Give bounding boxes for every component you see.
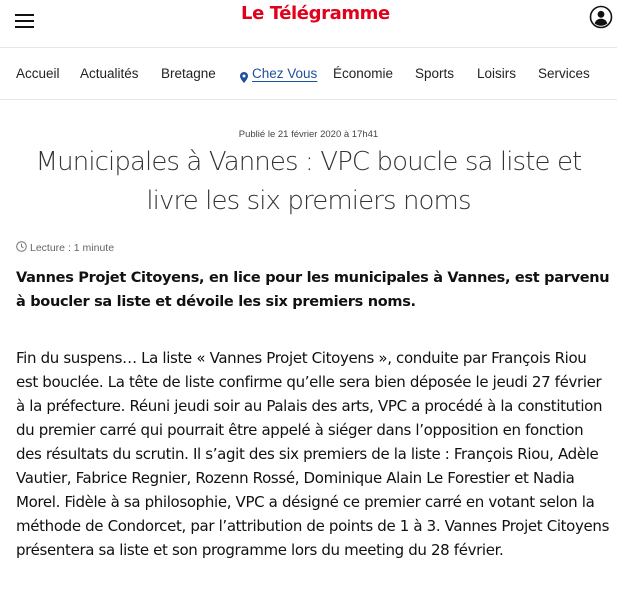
top-bar [0, 0, 617, 48]
nav-item-chez-vous[interactable]: Chez Vous [252, 66, 318, 81]
reading-time-label: Lecture : 1 minute [30, 242, 115, 254]
article-body: Fin du suspens… La liste « Vannes Projet Citoyens », conduite par François Riou est bouclée. La tête de liste confirme qu’elle sera bien déposée le jeudi 27 février à la préfecture. Réuni jeudi soir au Palais des arts, VPC a procédé à la constitution du premier carré qui pourrait être appelé à siéger dans l’opposition en fonction des résultats du scrutin. Il s’agit des six premiers de la liste : François Riou, Adèle Vautier, Fabrice Regnier, Rozenn Rossé, Dominique Alain Le Forestier et Nadia Morel. Fidèle à sa philosophie, VPC a désigné ce premier carré en votant selon la méthode de Condorcet, par l’attribution de points de 1 à 3. Vannes Projet Citoyens présentera sa liste et son programme lors du meeting du 28 février. [16, 349, 610, 559]
nav-item-economie[interactable]: Économie [333, 66, 394, 81]
map-pin-icon [240, 70, 248, 81]
nav-item-actualites[interactable]: Actualités [80, 66, 139, 81]
main-navigation [0, 49, 617, 100]
nav-item-loisirs[interactable]: Loisirs [477, 66, 517, 81]
hamburger-menu-icon[interactable] [15, 12, 35, 28]
nav-item-sports[interactable]: Sports [415, 66, 455, 81]
user-account-icon[interactable] [589, 5, 613, 29]
nav-item-services[interactable]: Services [538, 66, 590, 81]
clock-icon [16, 241, 27, 252]
reading-time [16, 241, 114, 254]
nav-item-bretagne[interactable]: Bretagne [161, 66, 216, 81]
publish-date: Publié le 21 février 2020 à 17h41 [238, 129, 379, 140]
nav-item-accueil[interactable]: Accueil [16, 66, 60, 81]
article-lead: Vannes Projet Citoyens, en lice pour les municipales à Vannes, est parvenu à boucler sa liste et dévoile les six premiers noms. [16, 270, 610, 310]
site-logo[interactable]: Le Télégramme [241, 3, 390, 24]
article-title: Municipales à Vannes : VPC boucle sa liste et livre les six premiers noms [35, 147, 582, 216]
